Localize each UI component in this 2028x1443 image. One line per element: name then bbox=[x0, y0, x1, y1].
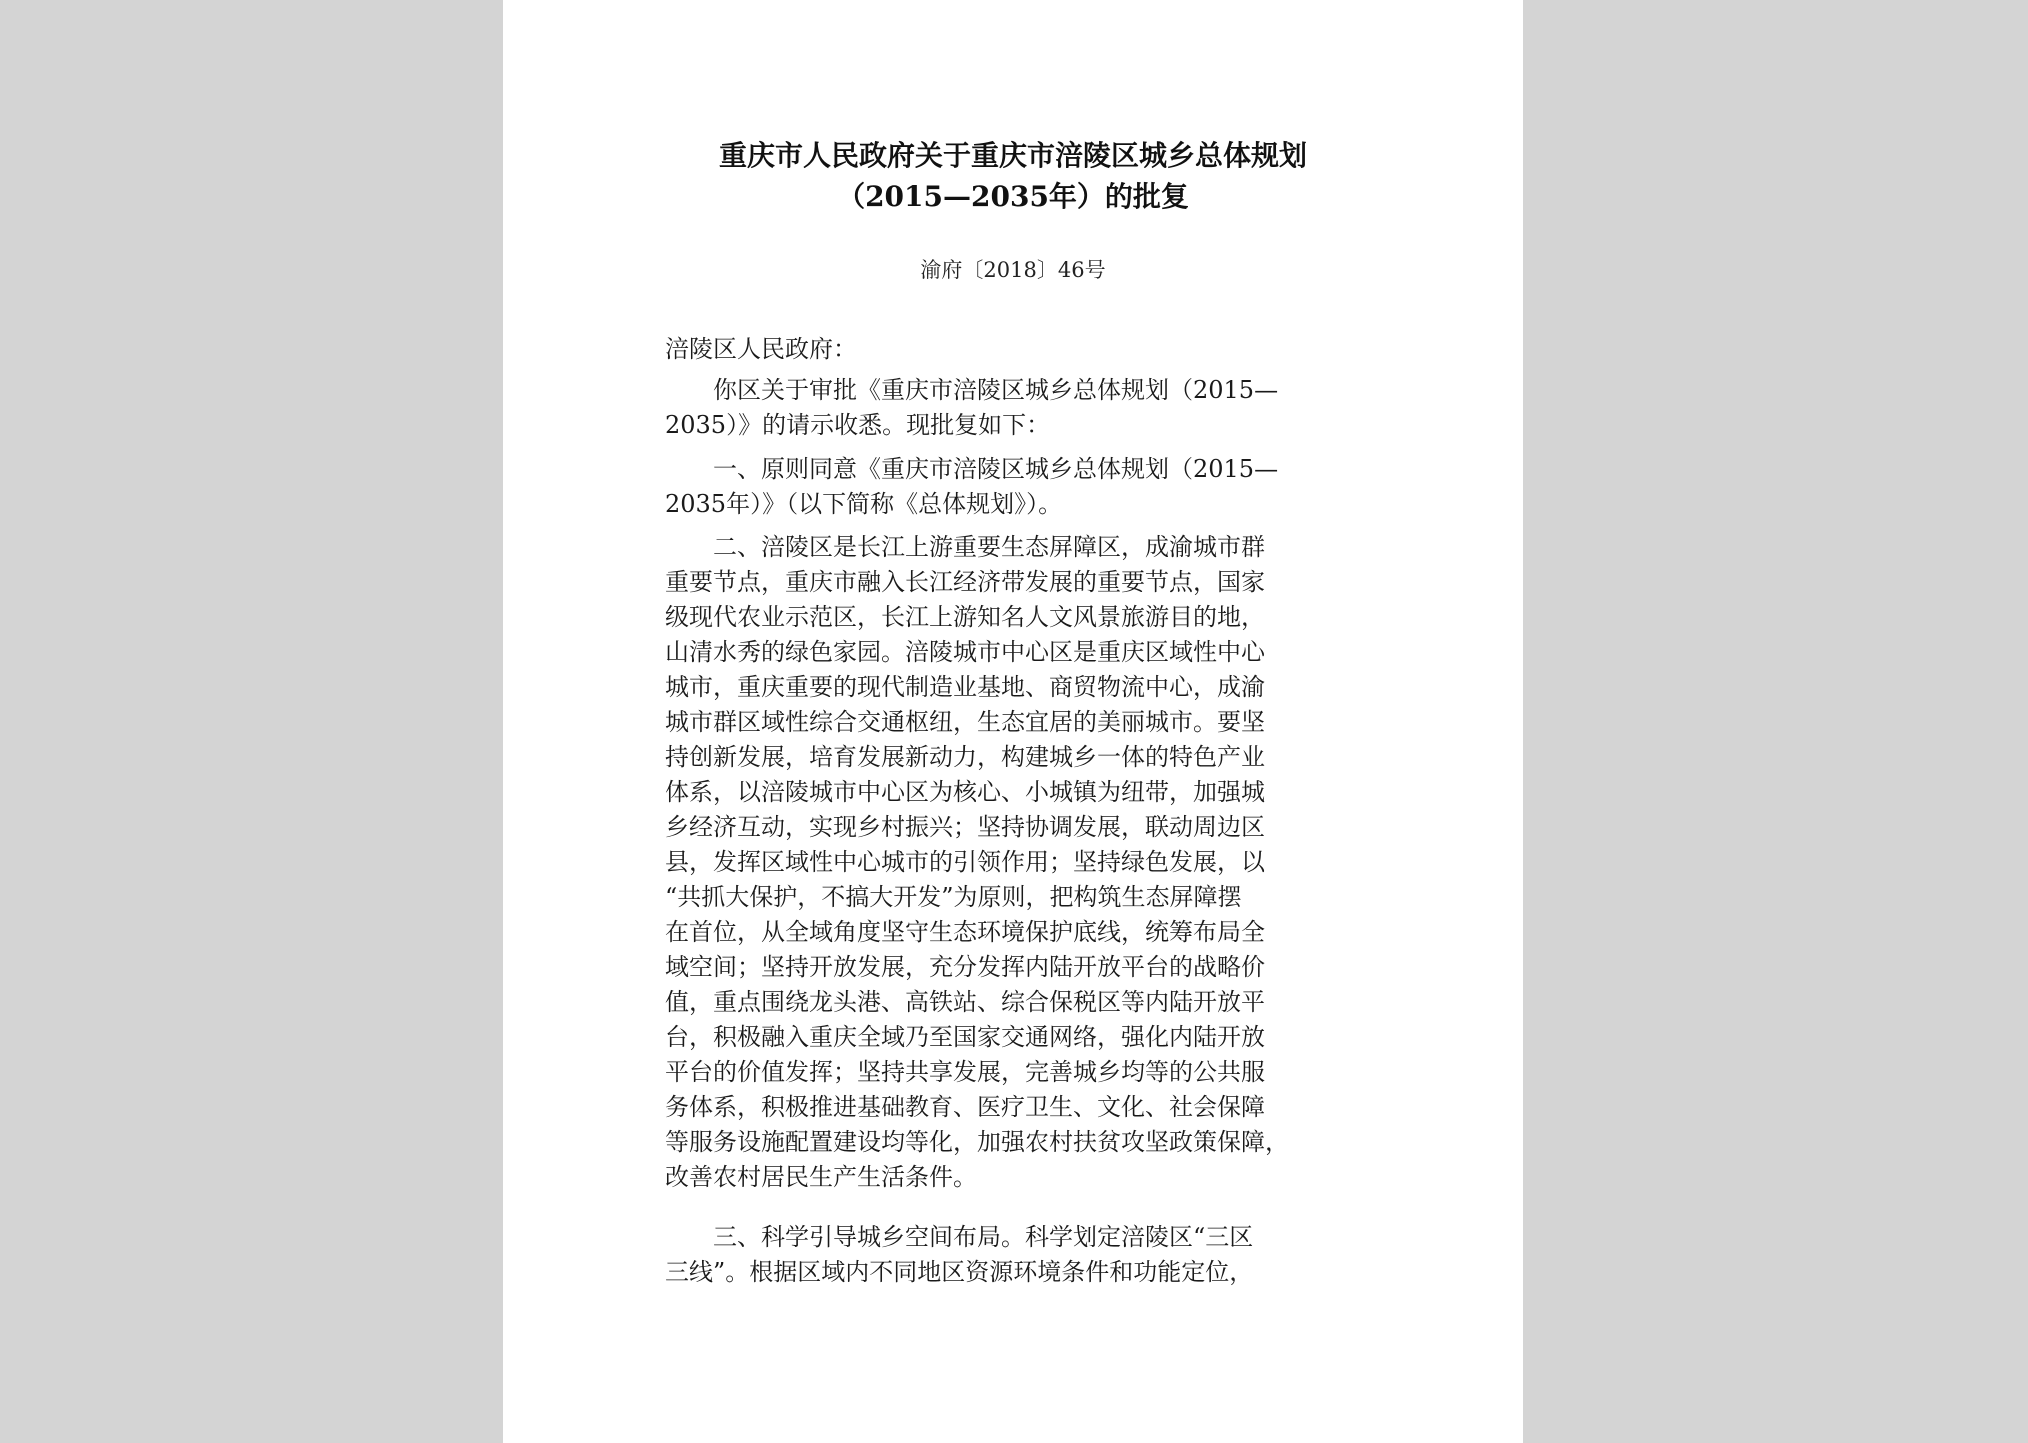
document-title-line-1: 重庆市人民政府关于重庆市涪陵区城乡总体规划 bbox=[718, 139, 1307, 172]
paragraph-line: 二、涪陵区是长江上游重要生态屏障区，成渝城市群 bbox=[665, 533, 1265, 561]
paragraph-line: 平台的价值发挥；坚持共享发展，完善城乡均等的公共服 bbox=[665, 1058, 1265, 1086]
paragraph-line: 三线”。根据区域内不同地区资源环境条件和功能定位， bbox=[665, 1258, 1254, 1286]
paragraph-line: 2035年）》（以下简称《总体规划》）。 bbox=[665, 490, 1063, 518]
paragraph-line: 等服务设施配置建设均等化，加强农村扶贫攻坚政策保障， bbox=[665, 1128, 1289, 1156]
paragraph-line: 值，重点围绕龙头港、高铁站、综合保税区等内陆开放平 bbox=[665, 988, 1265, 1016]
paragraph-line: 你区关于审批《重庆市涪陵区城乡总体规划（2015— bbox=[665, 376, 1279, 404]
document-title-line-2: （2015—2035年）的批复 bbox=[837, 180, 1189, 213]
paragraph-line: 重要节点，重庆市融入长江经济带发展的重要节点，国家 bbox=[665, 568, 1265, 596]
paragraph-line: 域空间；坚持开放发展，充分发挥内陆开放平台的战略价 bbox=[665, 953, 1265, 981]
paragraph-line: 2035）》的请示收悉。现批复如下： bbox=[665, 411, 1051, 439]
document-number: 渝府〔2018〕46号 bbox=[920, 258, 1106, 282]
paragraph-2 bbox=[665, 452, 1385, 522]
paragraph-line: 体系，以涪陵城市中心区为核心、小城镇为纽带，加强城 bbox=[665, 778, 1265, 806]
paragraph-line: 务体系，积极推进基础教育、医疗卫生、文化、社会保障 bbox=[665, 1093, 1265, 1121]
salutation-line: 涪陵区人民政府： bbox=[665, 335, 857, 363]
paragraph-1 bbox=[665, 373, 1385, 443]
paragraph-line: 台，积极融入重庆全域乃至国家交通网络，强化内陆开放 bbox=[665, 1023, 1265, 1051]
salutation bbox=[665, 332, 1385, 367]
paragraph-line: 持创新发展，培育发展新动力，构建城乡一体的特色产业 bbox=[665, 743, 1265, 771]
paragraph-line: “共抓大保护，不搞大开发”为原则，把构筑生态屏障摆 bbox=[665, 883, 1242, 911]
paragraph-line: 山清水秀的绿色家园。涪陵城市中心区是重庆区域性中心 bbox=[665, 638, 1265, 666]
paragraph-line: 改善农村居民生产生活条件。 bbox=[665, 1163, 977, 1191]
paragraph-3 bbox=[665, 530, 1385, 1195]
paragraph-line: 三、科学引导城乡空间布局。科学划定涪陵区“三区 bbox=[665, 1223, 1254, 1251]
paragraph-line: 县，发挥区域性中心城市的引领作用；坚持绿色发展，以 bbox=[665, 848, 1265, 876]
paragraph-line: 城市，重庆重要的现代制造业基地、商贸物流中心，成渝 bbox=[665, 673, 1265, 701]
paragraph-line: 一、原则同意《重庆市涪陵区城乡总体规划（2015— bbox=[665, 455, 1279, 483]
paragraph-line: 在首位，从全域角度坚守生态环境保护底线，统筹布局全 bbox=[665, 918, 1265, 946]
paragraph-line: 乡经济互动，实现乡村振兴；坚持协调发展，联动周边区 bbox=[665, 813, 1265, 841]
document-page bbox=[503, 0, 1523, 1443]
paragraph-line: 城市群区域性综合交通枢纽，生态宜居的美丽城市。要坚 bbox=[665, 708, 1265, 736]
paragraph-4 bbox=[665, 1220, 1385, 1290]
paragraph-line: 级现代农业示范区，长江上游知名人文风景旅游目的地， bbox=[665, 603, 1265, 631]
